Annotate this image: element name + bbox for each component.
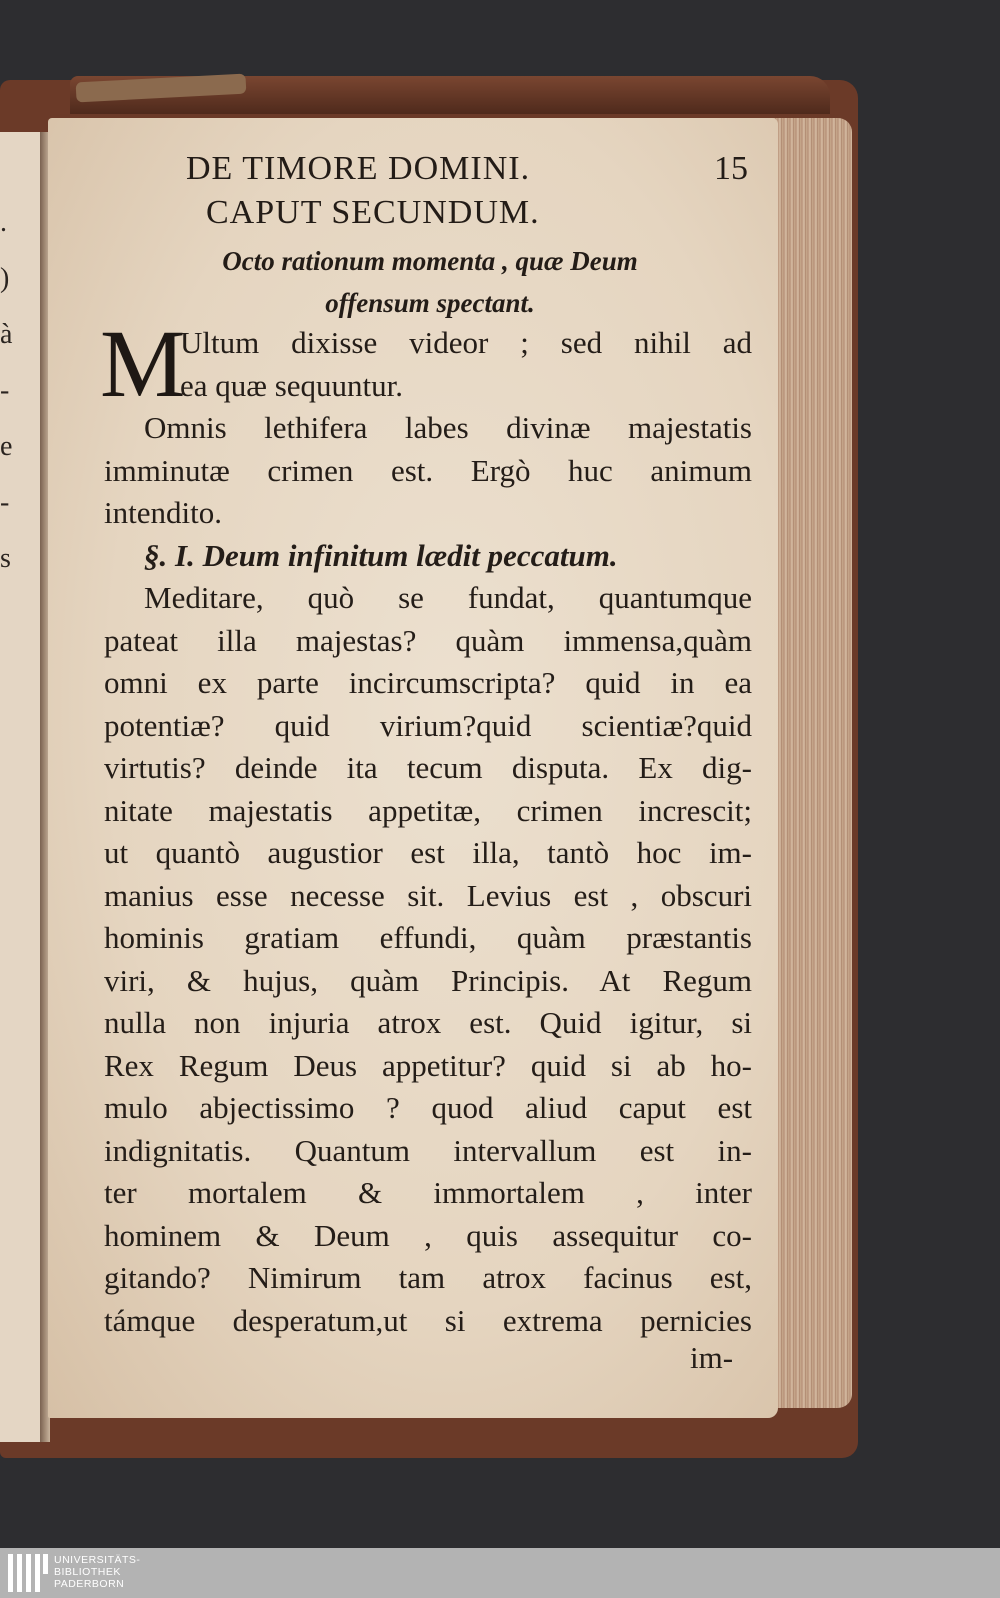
text-line: hominis gratiam effundi, quàm præstantis xyxy=(104,920,752,955)
text-line: ea quæ sequuntur. xyxy=(180,367,403,403)
text-line: ter mortalem & immortalem , inter xyxy=(104,1175,752,1210)
text-line: imminutæ crimen est. Ergò huc animum xyxy=(104,452,752,488)
text-line: ut quantò augustior est illa, tantò hoc im- xyxy=(104,835,752,870)
section-heading: §. I. Deum infinitum lædit peccatum. xyxy=(144,537,618,573)
text-line: Meditare, quò se fundat, quantumque xyxy=(144,580,752,615)
text-line: virtutis? deinde ita tecum disputa. Ex dig- xyxy=(104,750,752,785)
subtitle-line: Octo rationum momenta , quæ Deum xyxy=(222,246,638,276)
text-line: Ultum dixisse videor ; sed nihil ad xyxy=(180,325,752,360)
chapter-subtitle xyxy=(130,240,730,324)
drop-cap: M xyxy=(100,310,186,417)
page-number: 15 xyxy=(714,150,748,187)
text-line: nulla non injuria atrox est. Quid igitur, si xyxy=(104,1005,752,1040)
text-line: Omnis lethifera labes divinæ majestatis xyxy=(144,410,752,445)
text-line: intendito. xyxy=(104,495,222,530)
left-page-fragments: . ) à - e - s xyxy=(0,207,13,574)
subtitle-line: offensum spectant. xyxy=(325,288,535,318)
catchword: im- xyxy=(690,1340,734,1375)
page-edges xyxy=(770,118,852,1408)
text-line: mulo abjectissimo ? quod aliud caput est xyxy=(104,1090,752,1125)
text-line: Rex Regum Deus appetitur? quid si ab ho- xyxy=(104,1047,752,1083)
text-line: nitate majestatis appetitæ, crimen increscit; xyxy=(104,792,752,828)
text-line: potentiæ? quid virium?quid scientiæ?quid xyxy=(104,707,752,743)
text-line: viri, & hujus, quàm Principis. At Regum xyxy=(104,962,752,998)
text-line: támque desperatum,ut si extrema pernicies xyxy=(104,1302,752,1338)
body-text xyxy=(104,322,752,1342)
chapter-title: CAPUT SECUNDUM. xyxy=(206,194,540,231)
text-line: indignitatis. Quantum intervallum est in- xyxy=(104,1132,752,1168)
library-logo-text: UNIVERSITÄTS- BIBLIOTHEK PADERBORN xyxy=(54,1554,141,1590)
text-line: gitando? Nimirum tam atrox facinus est, xyxy=(104,1260,752,1295)
text-line: omni ex parte incircumscripta? quid in ea xyxy=(104,665,752,700)
text-line: hominem & Deum , quis assequitur co- xyxy=(104,1217,752,1253)
library-logo-icon xyxy=(8,1554,48,1592)
text-line: pateat illa majestas? quàm immensa,quàm xyxy=(104,622,752,658)
text-line: manius esse necesse sit. Levius est , obscuri xyxy=(104,877,752,913)
library-footer xyxy=(0,1548,1000,1598)
running-header: DE TIMORE DOMINI. xyxy=(186,150,531,187)
